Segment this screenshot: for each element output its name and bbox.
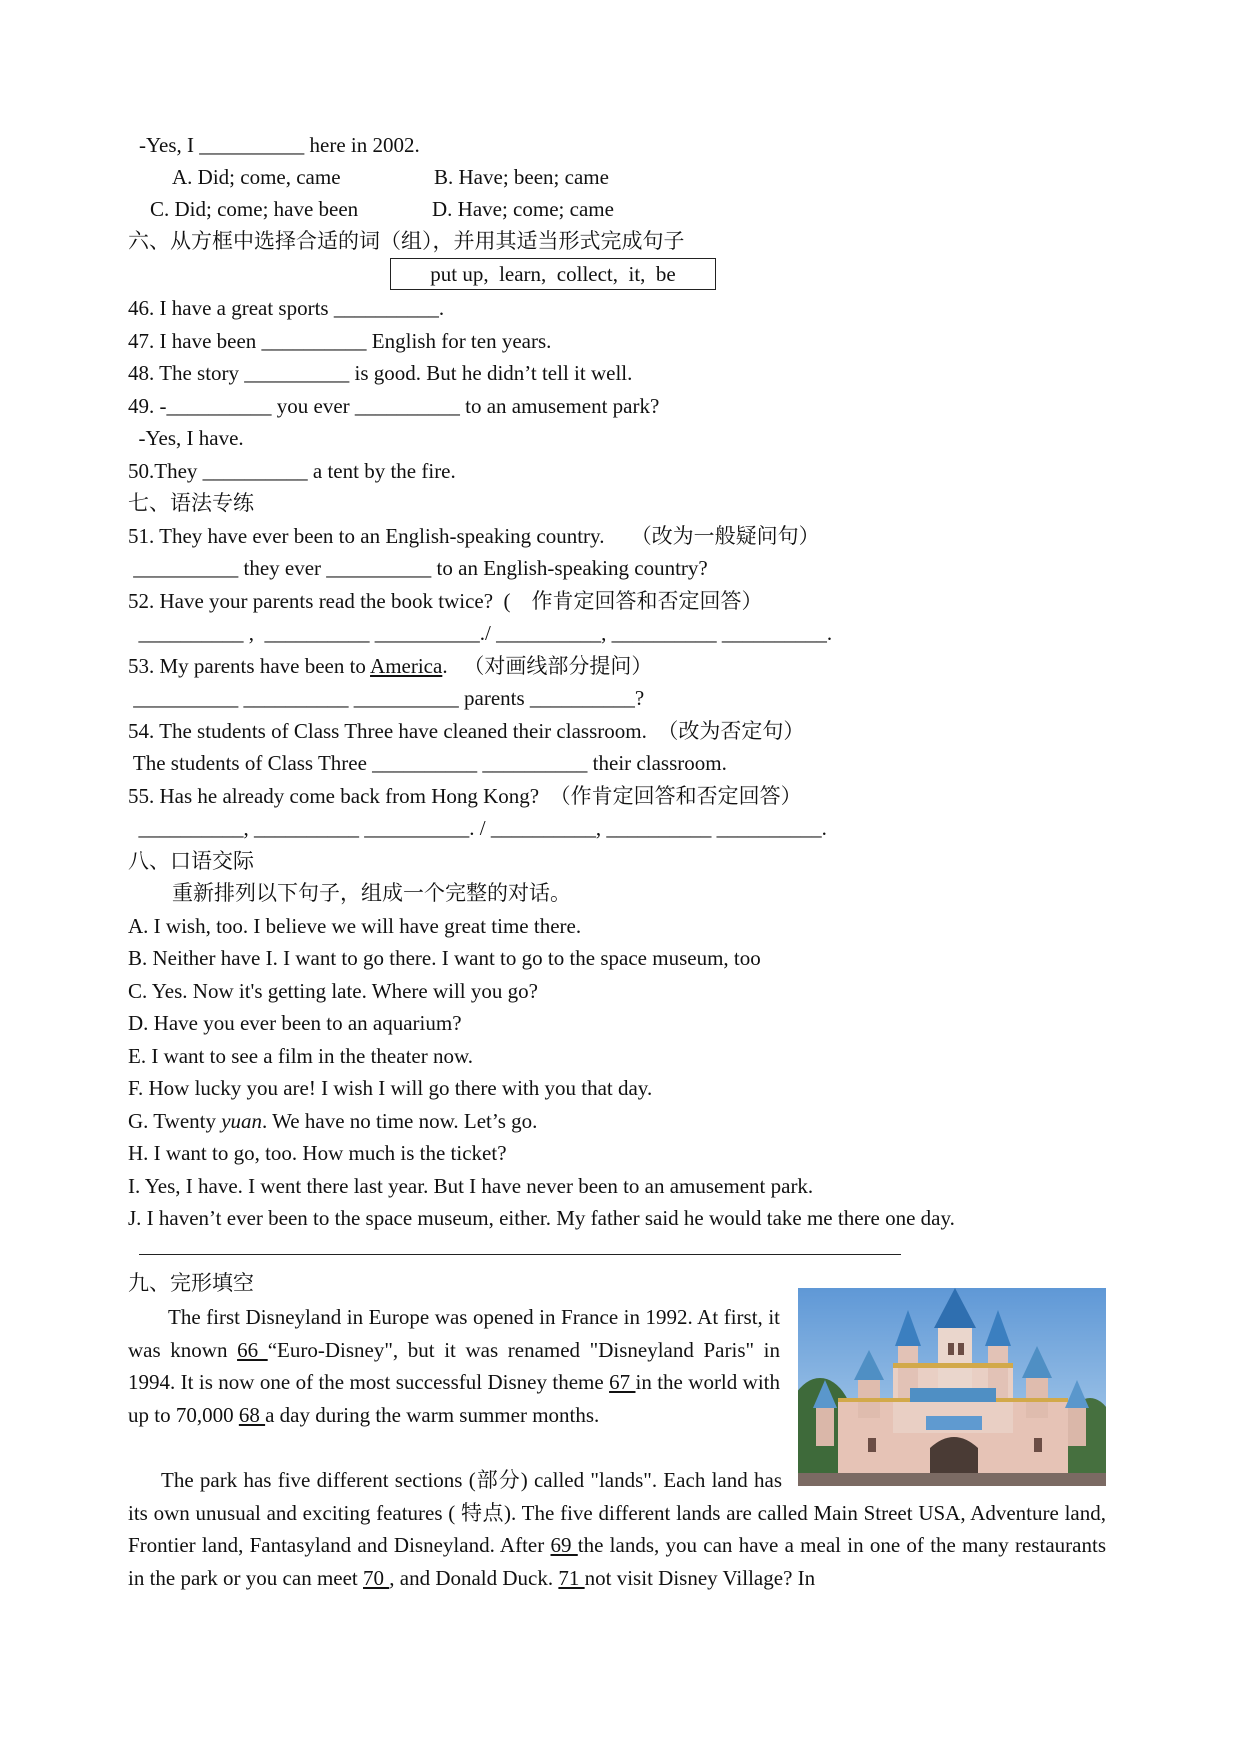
q53-fill: __________ __________ __________ parents __________? xyxy=(128,686,645,710)
q45-option-c: C. Did; come; have been xyxy=(150,197,359,221)
blank-70: 70 xyxy=(363,1565,390,1590)
q45-option-a: A. Did; come, came xyxy=(172,165,341,189)
q54: 54. The students of Class Three have cleaned their classroom. （改为否定句） xyxy=(128,719,805,743)
p2-text-d: , and Donald Duck. xyxy=(389,1565,559,1590)
section8-instruction: 重新排列以下句子，组成一个完整的对话。 xyxy=(172,881,571,905)
dialogue-item-i: I. Yes, I have. I went there last year. But I have never been to an amusement park. xyxy=(128,1174,814,1198)
dialogue-item-a: A. I wish, too. I believe we will have great time there. xyxy=(128,914,582,938)
q55: 55. Has he already come back from Hong Kong? （作肯定回答和否定回答） xyxy=(128,784,802,808)
q51: 51. They have ever been to an English-speaking country. （改为一般疑问句） xyxy=(128,524,820,548)
section7-title: 七、语法专练 xyxy=(128,491,254,515)
p2-text-c: the lands, you can have a meal in one of the many restaurants in the park or you can meet xyxy=(128,1533,1106,1590)
q53 xyxy=(128,651,652,681)
disney-castle-photo xyxy=(798,1288,1106,1486)
dialogue-item-b: B. Neither have I. I want to go there. I want to go to the space museum, too xyxy=(128,946,761,970)
cloze-paragraph-1 xyxy=(128,1301,780,1431)
q53-text: 53. My parents have been to xyxy=(128,654,371,678)
q50: 50.They __________ a tent by the fire. xyxy=(128,459,456,483)
dialogue-item-d: D. Have you ever been to an aquarium? xyxy=(128,1011,462,1035)
q45-option-b: B. Have; been; came xyxy=(434,165,609,189)
q52-fill: __________ , __________ __________./ __________, __________ __________. xyxy=(128,621,833,645)
q53-instruction: . （对画线部分提问） xyxy=(442,654,653,678)
dialogue-item-f: F. How lucky you are! I wish I will go there with you that day. xyxy=(128,1076,653,1100)
dialogue-item-g xyxy=(128,1106,537,1136)
blank-69: 69 xyxy=(550,1533,578,1557)
p1-text-e: a day during the warm summer months. xyxy=(265,1402,600,1427)
dialogue-item-j: J. I haven’t ever been to the space museum, either. My father said he would take me there one day. xyxy=(128,1206,955,1230)
q48: 48. The story __________ is good. But he didn’t tell it well. xyxy=(128,361,633,385)
p2-text-a: The park has five different sections (部分) called "lands". Each land has its own unusual and exciting features ( 特点). The five different lands are called Main Street USA, Adventure land, Frontier land, Fantasyland and Disneyland. After xyxy=(128,1468,1106,1557)
q47: 47. I have been __________ English for ten years. xyxy=(128,329,552,353)
item-g-rest: . We have no time now. Let’s go. xyxy=(262,1109,538,1133)
q49-answer: -Yes, I have. xyxy=(128,426,244,450)
q46: 46. I have a great sports __________. xyxy=(128,296,445,320)
p1-text-c: “Euro-Disney", but it was renamed "Disneyland Paris" in 1994. It is now one of the most successful Disney theme xyxy=(128,1337,781,1394)
p1-text-d: in the world with up to 70,000 xyxy=(128,1370,781,1427)
dialogue-item-c: C. Yes. Now it's getting late. Where will you go? xyxy=(128,979,538,1003)
blank-71: 71 xyxy=(558,1565,585,1590)
q51-fill: __________ they ever __________ to an English-speaking country? xyxy=(128,556,708,580)
dialogue-item-e: E. I want to see a film in the theater now. xyxy=(128,1044,474,1068)
q52: 52. Have your parents read the book twice? ( 作肯定回答和否定回答） xyxy=(128,589,763,613)
p1-text-a: The first Disneyland in Europe was opened in France in 1992. At first, it was known xyxy=(128,1305,780,1362)
blank-67: 67 xyxy=(609,1370,636,1394)
castle-illustration xyxy=(798,1288,1106,1486)
section6-title: 六、从方框中选择合适的词（组），并用其适当形式完成句子 xyxy=(128,229,685,253)
q49: 49. -__________ you ever __________ to an amusement park? xyxy=(128,394,660,418)
q45-option-d: D. Have; come; came xyxy=(432,197,614,221)
item-g-text: G. Twenty xyxy=(128,1109,222,1133)
blank-66: 66 xyxy=(237,1337,268,1362)
p2-text-e: not visit Disney Village? In xyxy=(584,1565,816,1590)
item-g-italic: yuan xyxy=(221,1109,263,1133)
section9-title: 九、完形填空 xyxy=(128,1271,254,1295)
blank-68: 68 xyxy=(238,1402,266,1427)
q45-answer-line: -Yes, I __________ here in 2002. xyxy=(139,133,420,157)
dialogue-item-h: H. I want to go, too. How much is the ticket? xyxy=(128,1141,507,1165)
answer-line xyxy=(139,1254,901,1255)
q54-fill: The students of Class Three __________ __________ their classroom. xyxy=(128,751,727,775)
section8-title: 八、口语交际 xyxy=(128,849,254,873)
word-box: put up, learn, collect, it, be xyxy=(390,258,716,290)
q53-underlined-word: America xyxy=(370,654,443,678)
q55-fill: __________, __________ __________. / __________, __________ __________. xyxy=(128,816,827,840)
